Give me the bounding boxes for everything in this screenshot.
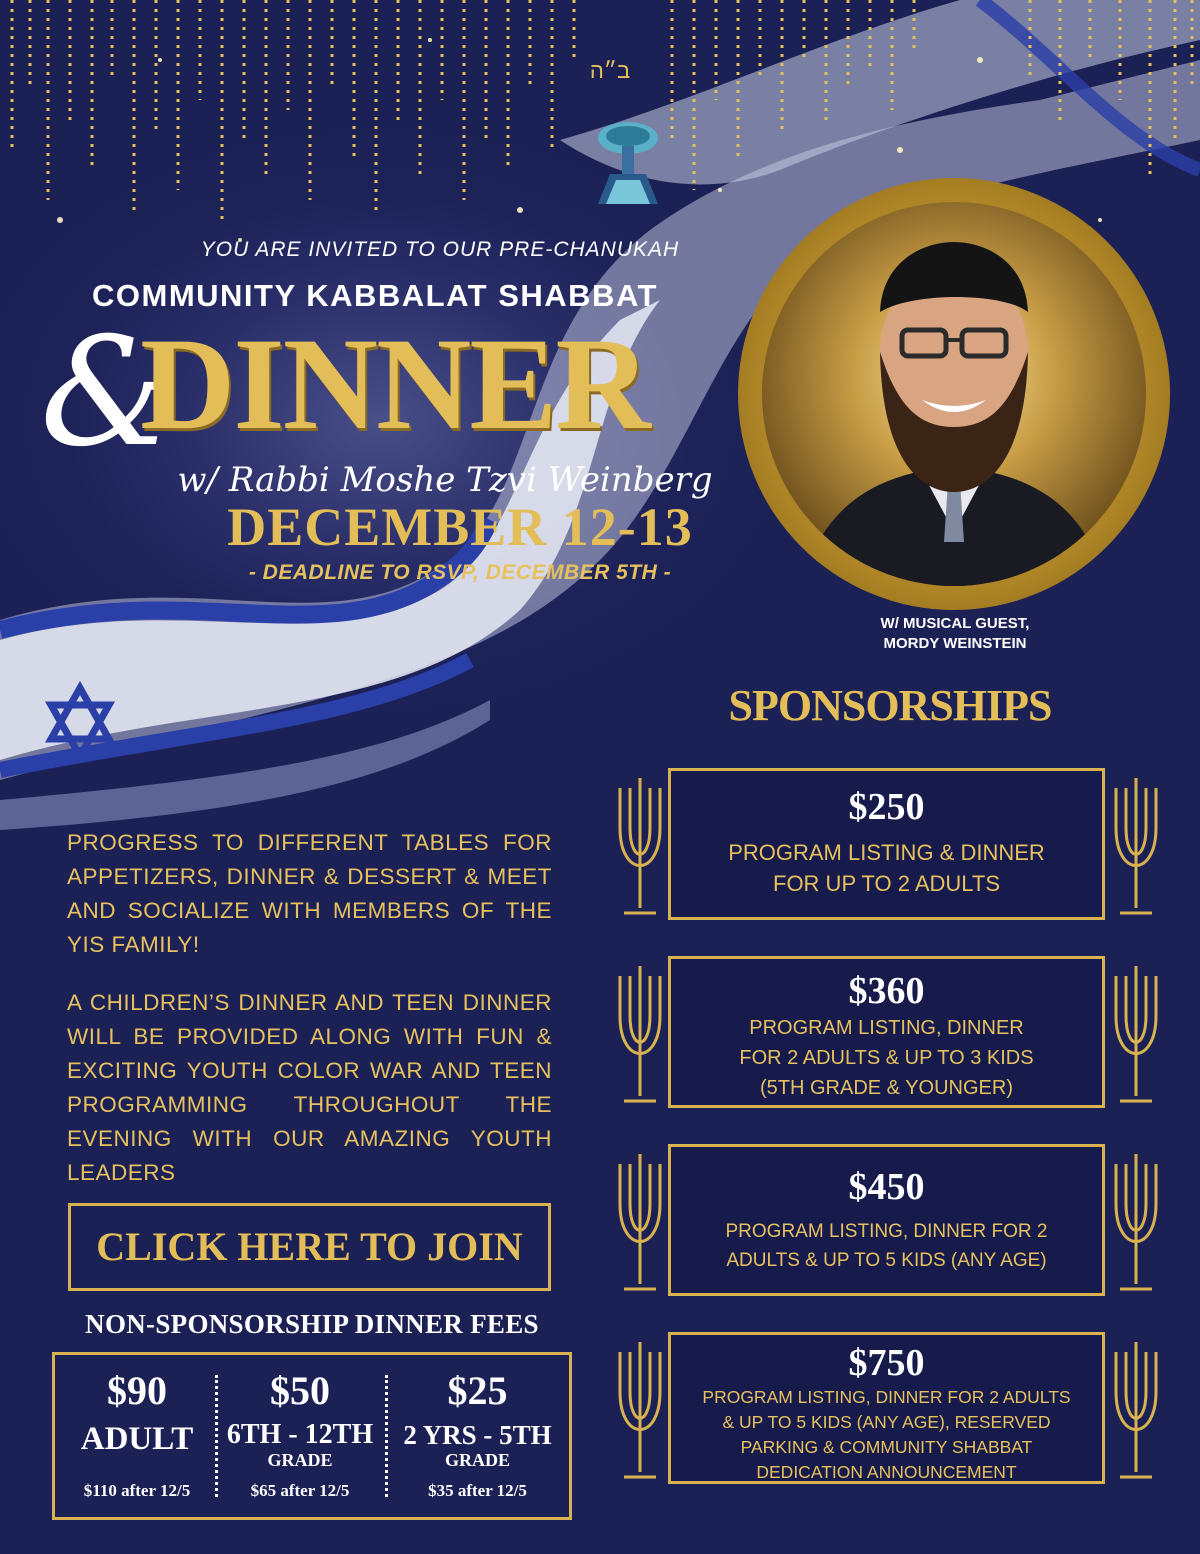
tier-desc-line: PROGRAM LISTING, DINNER FOR 2 [725, 1221, 1048, 1242]
fee-sublabel: GRADE [267, 1450, 333, 1470]
ampersand-script: & [40, 306, 174, 480]
tier-desc-line: (5TH GRADE & YOUNGER) [760, 1077, 1013, 1099]
event-description: PROGRESS TO DIFFERENT TABLES FOR APPETIZERS, DINNER & DESSERT & MEET AND SOCIALIZE WITH MEMBERS OF THE YIS FAMILY! [67, 830, 552, 957]
tier-desc-line: ADULTS & UP TO 5 KIDS (ANY AGE) [726, 1250, 1047, 1271]
tier-desc-line: PARKING & COMMUNITY SHABBAT [740, 1437, 1033, 1457]
fee-divider [385, 1375, 388, 1497]
fee-late-price: $65 after 12/5 [250, 1481, 350, 1500]
tier-desc-line: PROGRAM LISTING, DINNER [749, 1017, 1024, 1039]
fee-amount: $25 [447, 1368, 508, 1413]
musical-guest-name: MORDY WEINSTEIN [883, 635, 1027, 652]
musical-guest-label: W/ MUSICAL GUEST, [880, 615, 1030, 632]
fee-amount: $90 [107, 1368, 167, 1413]
person-silhouette-icon [762, 202, 1146, 586]
rabbi-portrait [762, 202, 1146, 586]
sponsorship-tier-750 [668, 1332, 1105, 1484]
fee-label: 6TH - 12TH [226, 1419, 374, 1450]
fee-amount: $50 [270, 1368, 330, 1413]
fee-late-price: $35 after 12/5 [428, 1481, 527, 1500]
dinner-fees-table [52, 1352, 572, 1520]
bh-mark: ב״ה [589, 58, 631, 83]
tier-desc-line: & UP TO 5 KIDS (ANY AGE), RESERVED [722, 1412, 1051, 1432]
menorah-icon [612, 956, 668, 1106]
sponsorship-tier-250 [668, 768, 1105, 920]
rsvp-deadline: - DEADLINE TO RSVP, DECEMBER 5TH - [248, 561, 672, 584]
youth-program-description: A CHILDREN’S DINNER AND TEEN DINNER WILL BE PROVIDED ALONG WITH FUN & EXCITING YOUTH COLOR WAR AND TEEN PROGRAMMING THROUGHOUT THE EVENING WITH OUR AMAZING YOUTH LEADERS [67, 990, 552, 1185]
tree-logo-icon [590, 118, 666, 204]
fee-adult [63, 1355, 211, 1517]
menorah-icon [1108, 768, 1164, 918]
event-date: DECEMBER 12-13 [227, 497, 693, 557]
fee-grade-6-12 [225, 1355, 375, 1517]
tier-price: $750 [848, 1342, 925, 1384]
invite-line: YOU ARE INVITED TO OUR PRE-CHANUKAH [200, 238, 680, 261]
sponsorships-heading: SPONSORSHIPS [728, 681, 1052, 730]
rabbi-line: w/ Rabbi Moshe Tzvi Weinberg [177, 460, 713, 500]
fee-sublabel: GRADE [444, 1450, 510, 1470]
fee-label: 2 YRS - 5TH [403, 1420, 552, 1450]
tier-desc-line: FOR 2 ADULTS & UP TO 3 KIDS [739, 1047, 1034, 1069]
tier-desc-line: FOR UP TO 2 ADULTS [773, 871, 1000, 896]
tier-desc-line: PROGRAM LISTING, DINNER FOR 2 ADULTS [702, 1387, 1071, 1407]
menorah-icon [612, 768, 668, 918]
sponsorship-tier-360 [668, 956, 1105, 1108]
tier-price: $450 [848, 1166, 925, 1208]
tier-desc-line: DEDICATION ANNOUNCEMENT [756, 1462, 1017, 1482]
menorah-icon [612, 1332, 668, 1482]
fee-label: ADULT [80, 1421, 194, 1457]
menorah-icon [1108, 956, 1164, 1106]
menorah-icon [1108, 1144, 1164, 1294]
tier-price: $360 [848, 970, 925, 1012]
fee-late-price: $110 after 12/5 [83, 1481, 191, 1500]
fee-age-2-grade-5 [390, 1355, 565, 1517]
join-button[interactable]: CLICK HERE TO JOIN [68, 1203, 551, 1291]
tier-desc-line: PROGRAM LISTING & DINNER [728, 840, 1045, 865]
dinner-heading: DINNER [140, 310, 649, 457]
menorah-icon [1108, 1332, 1164, 1482]
fee-divider [215, 1375, 218, 1497]
dinner-fees-heading: NON-SPONSORSHIP DINNER FEES [85, 1309, 539, 1339]
menorah-icon [612, 1144, 668, 1294]
tier-price: $250 [848, 786, 925, 828]
sponsorship-tier-450 [668, 1144, 1105, 1296]
event-title: COMMUNITY KABBALAT SHABBAT [92, 278, 658, 313]
